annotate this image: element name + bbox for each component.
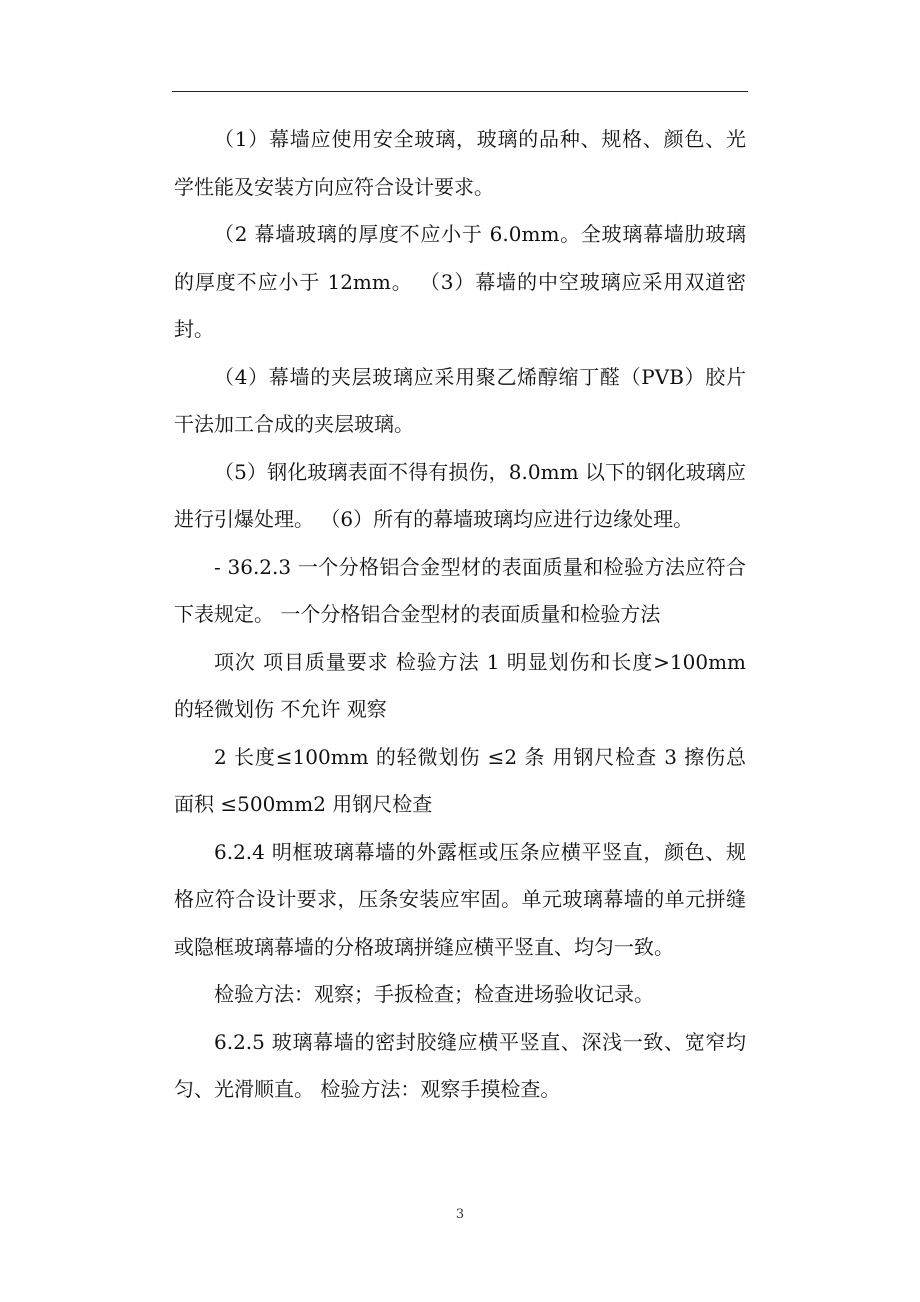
paragraph-4: （5）钢化玻璃表面不得有损伤，8.0mm 以下的钢化玻璃应进行引爆处理。 （6）所有的幕墙玻璃均应进行边缘处理。 bbox=[174, 459, 746, 531]
paragraph-1: （1）幕墙应使用安全玻璃，玻璃的品种、规格、颜色、光学性能及安装方向应符合设计要求。 bbox=[174, 127, 746, 199]
paragraph-6: 项次 项目质量要求 检验方法 1 明显划伤和长度>100mm 的轻微划伤 不允许 观察 bbox=[174, 649, 746, 721]
header-rule bbox=[172, 91, 748, 92]
paragraph-5: - 36.2.3 一个分格铝合金型材的表面质量和检验方法应符合下表规定。 一个分格铝合金型材的表面质量和检验方法 bbox=[174, 554, 746, 626]
paragraph-8: 6.2.4 明框玻璃幕墙的外露框或压条应横平竖直，颜色、规格应符合设计要求，压条安装应牢固。单元玻璃幕墙的单元拼缝或隐框玻璃幕墙的分格玻璃拼缝应横平竖直、均匀一致。 bbox=[174, 839, 746, 959]
document-body bbox=[174, 116, 746, 1114]
paragraph-10: 6.2.5 玻璃幕墙的密封胶缝应横平竖直、深浅一致、宽窄均匀、光滑顺直。 检验方法：观察手摸检查。 bbox=[174, 1029, 746, 1101]
paragraph-2: （2 幕墙玻璃的厚度不应小于 6.0mm。全玻璃幕墙肋玻璃的厚度不应小于 12mm。 （3）幕墙的中空玻璃应采用双道密封。 bbox=[174, 222, 746, 341]
page-number: 3 bbox=[455, 1207, 465, 1222]
paragraph-7: 2 长度≤100mm 的轻微划伤 ≤2 条 用钢尺检查 3 擦伤总面积 ≤500mm2 用钢尺检查 bbox=[174, 744, 746, 816]
paragraph-3: （4）幕墙的夹层玻璃应采用聚乙烯醇缩丁醛（PVB）胶片干法加工合成的夹层玻璃。 bbox=[174, 364, 746, 436]
paragraph-9: 检验方法：观察；手扳检查；检查进场验收记录。 bbox=[214, 982, 654, 1006]
